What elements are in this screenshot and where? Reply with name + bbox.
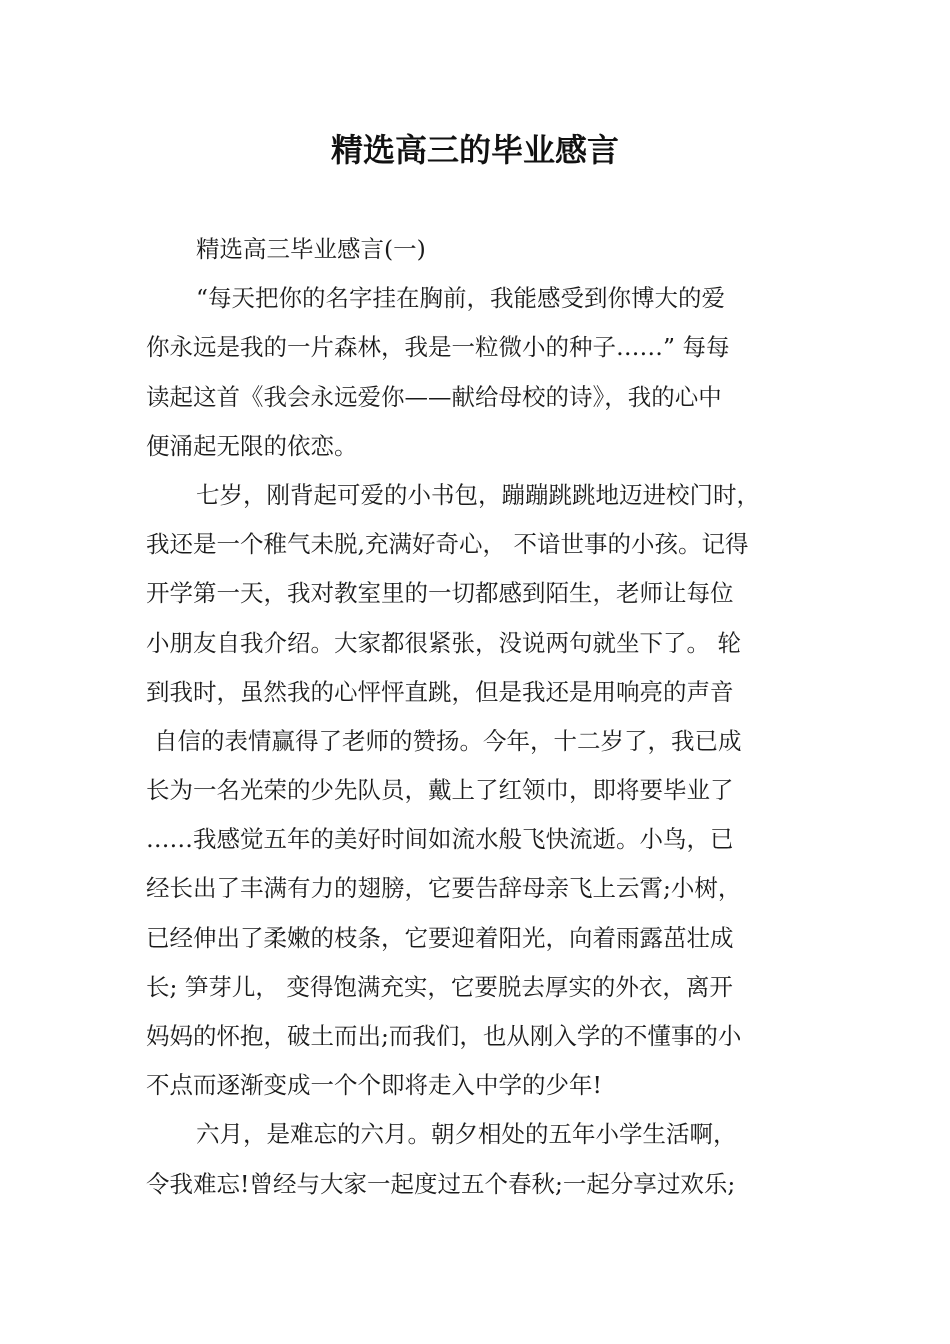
paragraph-line: 自信的表情赢得了老师的赞扬。今年，十二岁了，我已成 <box>154 726 742 755</box>
paragraph-line: 已经伸出了柔嫩的枝条，它要迎着阳光，向着雨露茁壮成 <box>146 923 734 952</box>
paragraph-line: “每天把你的名字挂在胸前，我能感受到你博大的爱 <box>196 284 726 313</box>
paragraph-line: 小朋友自我介绍。大家都很紧张，没说两句就坐下了。 轮 <box>146 628 741 657</box>
section-subheading: 精选高三毕业感言(一) <box>196 235 426 263</box>
document-body <box>146 225 806 1209</box>
paragraph-line: 不点而逐渐变成一个个即将走入中学的少年! <box>146 1071 602 1100</box>
paragraph-line: 长; 笋芽儿， 变得饱满充实，它要脱去厚实的外衣，离开 <box>146 972 733 1001</box>
paragraph-line: 我还是一个稚气未脱,充满好奇心， 不谙世事的小孩。记得 <box>146 530 749 559</box>
paragraph-line: 读起这首《我会永远爱你——献给母校的诗》，我的心中 <box>146 382 722 411</box>
paragraph-line: 七岁，刚背起可爱的小书包，蹦蹦跳跳地迈进校门时， <box>196 480 760 509</box>
paragraph-june <box>146 1110 806 1208</box>
paragraph-childhood <box>146 471 806 1110</box>
paragraph-line: 令我难忘!曾经与大家一起度过五个春秋;一起分享过欢乐; <box>146 1169 736 1198</box>
paragraph-line: 便涌起无限的依恋。 <box>146 431 358 460</box>
paragraph-poem-quote <box>146 274 806 471</box>
paragraph-line: 你永远是我的一片森林，我是一粒微小的种子……” 每每 <box>146 333 730 362</box>
paragraph-line: 到我时，虽然我的心怦怦直跳，但是我还是用响亮的声音 <box>146 677 734 706</box>
document-title: 精选高三的毕业感言 <box>330 131 619 169</box>
paragraph-line: 妈妈的怀抱，破土而出;而我们，也从刚入学的不懂事的小 <box>146 1022 742 1050</box>
paragraph-line: 经长出了丰满有力的翅膀，它要告辞母亲飞上云霄;小树， <box>146 874 742 903</box>
paragraph-line: ……我感觉五年的美好时间如流水般飞快流逝。小鸟，已 <box>146 825 734 854</box>
paragraph-line: 开学第一天，我对教室里的一切都感到陌生，老师让每位 <box>146 579 734 608</box>
paragraph-line: 长为一名光荣的少先队员，戴上了红领巾，即将要毕业了 <box>146 776 734 805</box>
paragraph-line: 六月，是难忘的六月。朝夕相处的五年小学生活啊， <box>196 1120 737 1149</box>
